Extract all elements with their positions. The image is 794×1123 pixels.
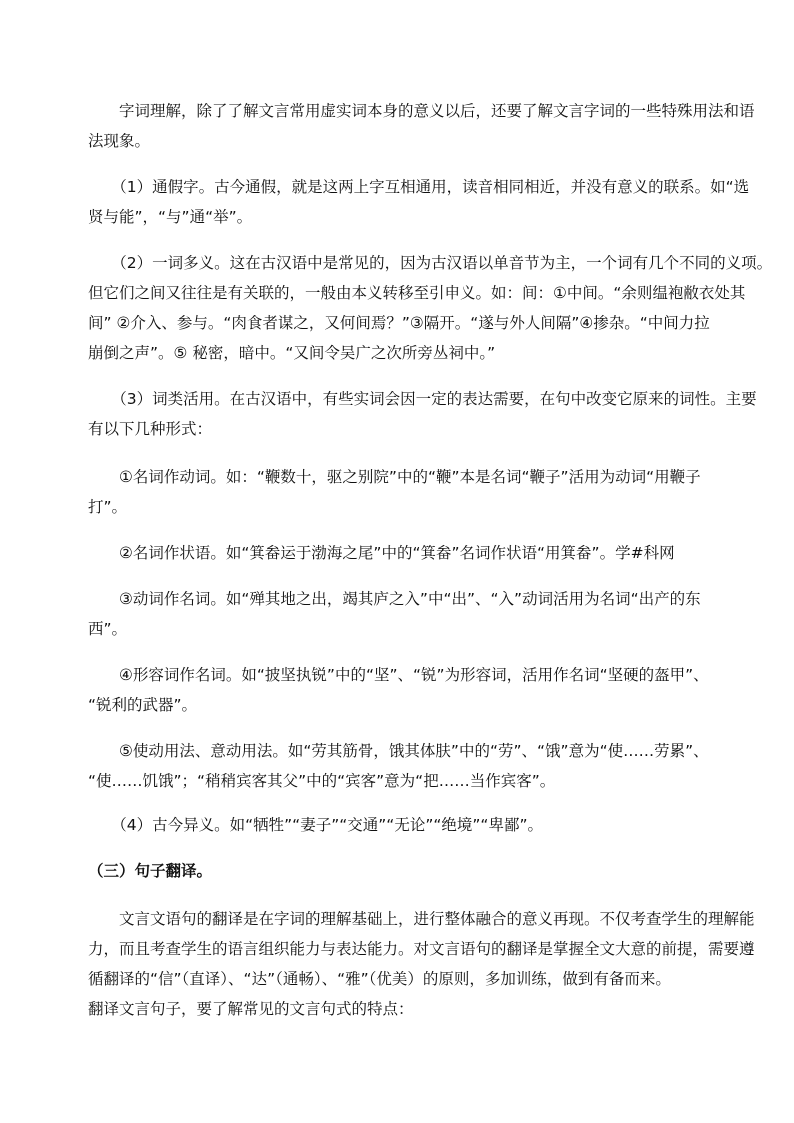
text-line: 西”。 [88, 620, 128, 638]
paragraph-noun-as-adverbial [88, 538, 718, 568]
text-line: 崩倒之声”。⑤ 秘密，暗中。“又间令吴广之次所旁丛祠中。” [88, 344, 496, 362]
text-line: 有以下几种形式： [88, 420, 213, 438]
text-line: （2）一词多义。这在古汉语中是常见的，因为古汉语以单音节为主，一个词有几个不同的义项。 [88, 254, 773, 272]
text-line: ③动词作名词。如“殚其地之出，竭其庐之入”中“出”、“入”动词活用为名词“出产的东 [88, 590, 701, 608]
paragraph-word-understanding [88, 96, 755, 156]
paragraph-adjective-as-noun [88, 660, 718, 720]
text-line: 文言文语句的翻译是在字词的理解基础上，进行整体融合的意义再现。不仅考查学生的理解能 [88, 910, 755, 928]
text-line: 打”。 [88, 498, 128, 516]
text-line: ④形容词作名词。如“披坚执锐”中的“坚”、“锐”为形容词，活用作名词“坚硬的盔甲”、 [88, 666, 709, 684]
text-line: ⑤使动用法、意动用法。如“劳其筋骨，饿其体肤”中的“劳”、“饿”意为“使……劳累”、 [88, 742, 709, 760]
text-line: ①名词作动词。如：“鞭数十，驱之别院”中的“鞭”本是名词“鞭子”活用为动词“用鞭子 [88, 468, 701, 486]
paragraph-sentence-translation [88, 904, 755, 1024]
text-line: 循翻译的“信”（直译）、“达”（通畅）、“雅”（优美）的原则，多加训练，做到有备而来。 [88, 970, 671, 988]
text-line: 法现象。 [88, 132, 151, 150]
text-line: 贤与能”，“与”通“举”。 [88, 208, 253, 226]
paragraph-causative-usage [88, 736, 718, 796]
text-line: 间” ②介入、参与。“肉食者谋之，又何间焉？”③隔开。“遂与外人间隔”④掺杂。“中间力拉 [88, 314, 710, 332]
paragraph-tongjiazi [88, 172, 750, 232]
paragraph-verb-as-noun [88, 584, 718, 644]
text-line: 字词理解，除了了解文言常用虚实词本身的意义以后，还要了解文言字词的一些特殊用法和语 [88, 102, 755, 120]
text-line: 但它们之间又往往是有关联的，一般由本义转移至引申义。如：间：①中间。“余则缊袍敝衣处其 [88, 284, 746, 302]
section-heading [88, 856, 718, 886]
text-line: 翻译文言句子，要了解常见的文言句式的特点： [88, 1000, 414, 1018]
text-line: ②名词作状语。如“箕畚运于渤海之尾”中的“箕畚”名词作状语“用箕畚”。学#科网 [88, 544, 675, 562]
paragraph-noun-as-verb [88, 462, 718, 522]
paragraph-gujinyiyi [88, 810, 718, 840]
paragraph-cileihuoyong [88, 384, 757, 444]
text-line: 力，而且考查学生的语言组织能力与表达能力。对文言语句的翻译是掌握全文大意的前提，需要遵 [88, 940, 755, 958]
text-line: （4）古今异义。如“牺牲”“妻子”“交通”“无论”“绝境”“卑鄙”。 [88, 816, 543, 834]
text-line: “使……饥饿”；“稍稍宾客其父”中的“宾客”意为“把……当作宾客”。 [88, 772, 556, 790]
text-line: （3）词类活用。在古汉语中，有些实词会因一定的表达需要，在句中改变它原来的词性。主要 [88, 390, 757, 408]
text-line: “锐利的武器”。 [88, 696, 198, 714]
text-line: （1）通假字。古今通假，就是这两上字互相通用，读音相同相近，并没有意义的联系。如“选 [88, 178, 750, 196]
heading-text: （三）句子翻译。 [88, 862, 213, 880]
paragraph-yiciduoyi [88, 248, 773, 368]
